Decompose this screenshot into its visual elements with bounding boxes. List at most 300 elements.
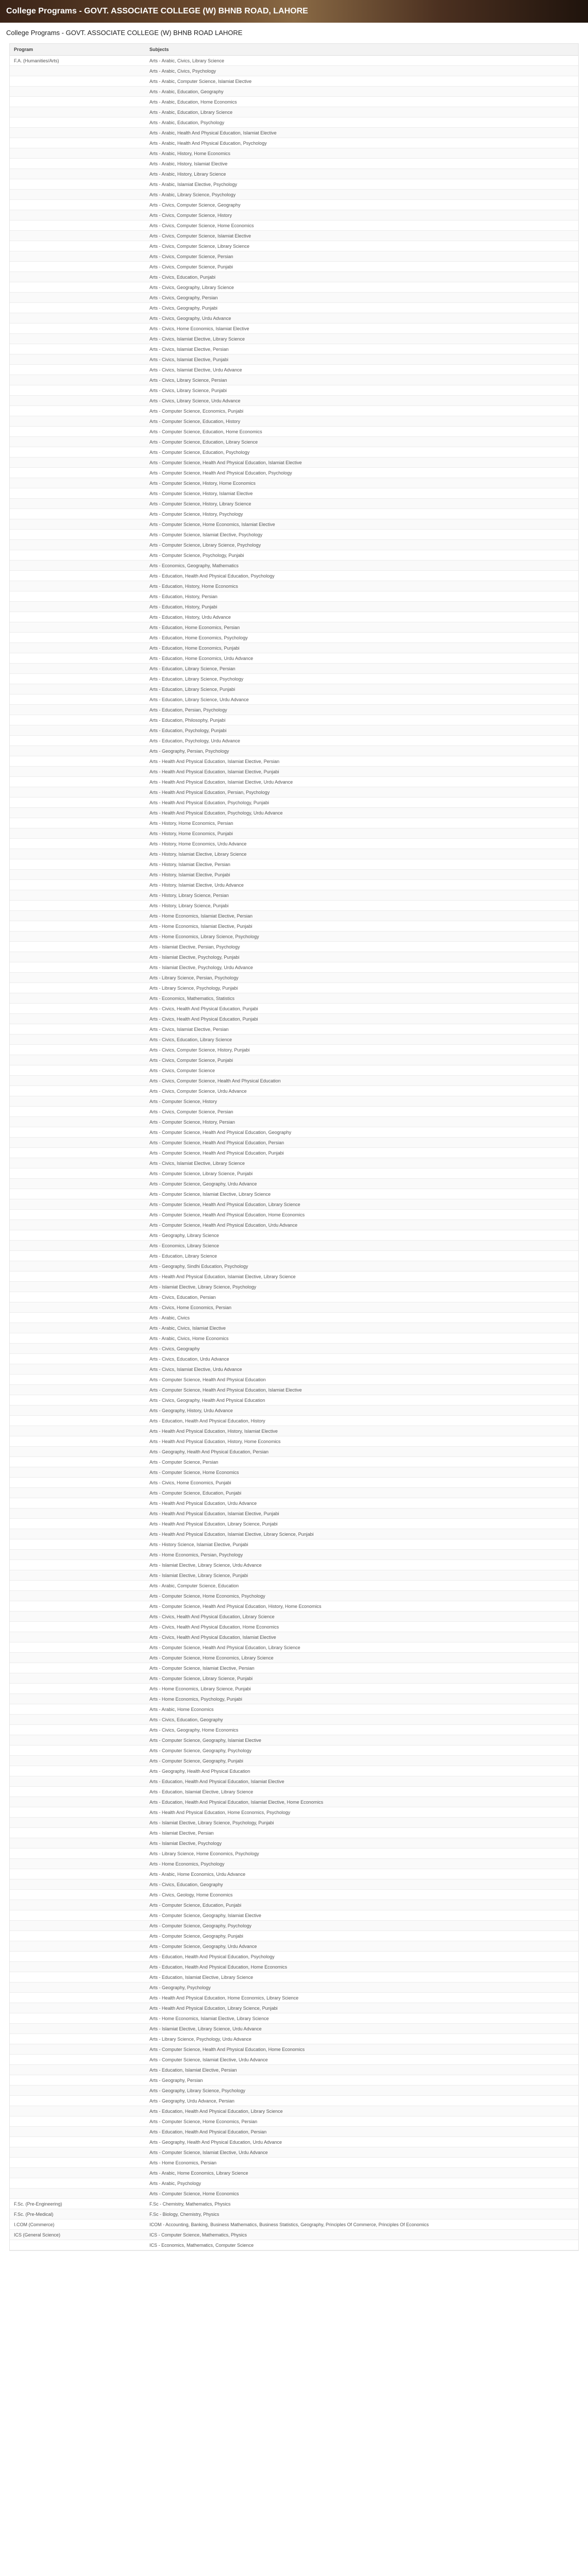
subjects-cell: Arts - History, Home Economics, Urdu Advance	[145, 839, 578, 849]
subjects-cell: Arts - Home Economics, Library Science, Psychology	[145, 931, 578, 942]
table-row	[10, 1642, 578, 1653]
subjects-cell: Arts - Arabic, Education, Geography	[145, 87, 578, 97]
table-row	[10, 530, 578, 540]
subjects-cell: Arts - Arabic, Home Economics, Library Science	[145, 2168, 578, 2178]
program-cell	[10, 1653, 145, 1663]
program-cell	[10, 406, 145, 416]
table-row	[10, 2127, 578, 2137]
program-cell	[10, 1272, 145, 1282]
subjects-cell: Arts - Civics, Education, Punjabi	[145, 272, 578, 282]
subjects-cell: Arts - Computer Science, Education, History	[145, 416, 578, 427]
subjects-cell: Arts - Civics, Geography, Health And Physical Education	[145, 1395, 578, 1405]
table-row	[10, 478, 578, 488]
table-row	[10, 519, 578, 530]
program-cell	[10, 931, 145, 942]
table-row	[10, 1859, 578, 1869]
program-cell	[10, 530, 145, 540]
subheader-text: College Programs - GOVT. ASSOCIATE COLLEGE (W) BHNB ROAD LAHORE	[6, 29, 243, 37]
subjects-cell: Arts - Computer Science, Education, Punjabi	[145, 1900, 578, 1910]
table-row	[10, 921, 578, 931]
table-row	[10, 272, 578, 282]
subjects-cell: Arts - Islamiat Elective, Psychology	[145, 1838, 578, 1849]
table-row	[10, 1550, 578, 1560]
program-cell	[10, 993, 145, 1004]
table-row	[10, 1086, 578, 1096]
table-row	[10, 169, 578, 179]
table-row	[10, 2096, 578, 2106]
table-row	[10, 1622, 578, 1632]
subjects-cell: Arts - Computer Science, Psychology, Punjabi	[145, 550, 578, 561]
table-row	[10, 107, 578, 117]
subjects-cell: Arts - Computer Science, Islamiat Elective, Library Science	[145, 1189, 578, 1199]
program-cell	[10, 1292, 145, 1302]
program-cell	[10, 1138, 145, 1148]
table-row	[10, 1962, 578, 1972]
program-cell: ICS (General Science)	[10, 2230, 145, 2240]
program-cell	[10, 1498, 145, 1509]
program-cell	[10, 1735, 145, 1745]
program-cell	[10, 468, 145, 478]
program-cell	[10, 2086, 145, 2096]
table-row	[10, 2024, 578, 2034]
program-cell	[10, 303, 145, 313]
table-row	[10, 365, 578, 375]
subjects-cell: Arts - Education, Library Science, Urdu Advance	[145, 694, 578, 705]
subjects-cell: ICS - Computer Science, Mathematics, Physics	[145, 2230, 578, 2240]
table-row	[10, 2147, 578, 2158]
table-row	[10, 2075, 578, 2086]
table-row	[10, 1292, 578, 1302]
table-row	[10, 210, 578, 221]
subjects-cell: Arts - Civics, Computer Science	[145, 1065, 578, 1076]
program-cell	[10, 1313, 145, 1323]
program-cell	[10, 519, 145, 530]
subjects-cell: F.Sc - Biology, Chemistry, Physics	[145, 2209, 578, 2219]
program-cell	[10, 1354, 145, 1364]
program-cell	[10, 1230, 145, 1241]
subjects-cell: Arts - Health And Physical Education, Islamiat Elective, Urdu Advance	[145, 777, 578, 787]
subjects-cell: Arts - History, Library Science, Punjabi	[145, 901, 578, 911]
program-cell	[10, 2075, 145, 2086]
program-cell	[10, 2055, 145, 2065]
program-cell	[10, 798, 145, 808]
subjects-cell: Arts - Education, Psychology, Punjabi	[145, 725, 578, 736]
table-row	[10, 128, 578, 138]
subjects-cell: Arts - Islamiat Elective, Persian, Psychology	[145, 942, 578, 952]
program-cell	[10, 1879, 145, 1890]
table-row	[10, 1735, 578, 1745]
table-row	[10, 1261, 578, 1272]
subjects-cell: Arts - Computer Science, Education, Home Economics	[145, 427, 578, 437]
program-cell	[10, 1457, 145, 1467]
column-header-subjects: Subjects	[145, 44, 578, 56]
program-cell	[10, 1251, 145, 1261]
subjects-cell: Arts - Computer Science, Home Economics	[145, 2189, 578, 2199]
subjects-cell: Arts - Arabic, Islamiat Elective, Psychology	[145, 179, 578, 190]
table-row	[10, 1323, 578, 1333]
program-cell	[10, 1622, 145, 1632]
table-row	[10, 839, 578, 849]
table-body	[10, 56, 578, 2250]
table-row	[10, 1684, 578, 1694]
subjects-cell: Arts - Library Science, Home Economics, Psychology	[145, 1849, 578, 1859]
program-cell	[10, 602, 145, 612]
program-cell	[10, 1539, 145, 1550]
subjects-cell: Arts - History, Islamiat Elective, Urdu Advance	[145, 880, 578, 890]
subjects-cell: Arts - Education, Health And Physical Education, Home Economics	[145, 1962, 578, 1972]
table-row	[10, 1663, 578, 1673]
table-row	[10, 1828, 578, 1838]
table-row	[10, 1756, 578, 1766]
table-row	[10, 334, 578, 344]
program-cell	[10, 1993, 145, 2003]
program-cell	[10, 880, 145, 890]
table-row	[10, 643, 578, 653]
table-row	[10, 200, 578, 210]
subjects-cell: Arts - Computer Science, Islamiat Elective, Urdu Advance	[145, 2055, 578, 2065]
subjects-cell: Arts - Arabic, History, Home Economics	[145, 148, 578, 159]
table-row	[10, 1570, 578, 1581]
programs-table	[10, 44, 578, 2250]
table-row	[10, 2116, 578, 2127]
subjects-cell: Arts - Geography, Persian	[145, 2075, 578, 2086]
table-row	[10, 1107, 578, 1117]
subjects-cell: Arts - Education, Philosophy, Punjabi	[145, 715, 578, 725]
table-row	[10, 581, 578, 591]
table-row	[10, 159, 578, 169]
subjects-cell: Arts - Geography, Psychology	[145, 1982, 578, 1993]
table-row	[10, 447, 578, 457]
subjects-cell: Arts - Islamiat Elective, Library Science, Punjabi	[145, 1570, 578, 1581]
program-cell	[10, 828, 145, 839]
program-cell	[10, 1725, 145, 1735]
table-row	[10, 798, 578, 808]
program-cell	[10, 251, 145, 262]
subjects-cell: Arts - Islamiat Elective, Library Science, Urdu Advance	[145, 2024, 578, 2034]
subjects-cell: Arts - Computer Science, Health And Physical Education, Urdu Advance	[145, 1220, 578, 1230]
program-cell	[10, 1076, 145, 1086]
subjects-cell: Arts - Education, Islamiat Elective, Library Science	[145, 1787, 578, 1797]
subjects-cell: Arts - Home Economics, Islamiat Elective, Punjabi	[145, 921, 578, 931]
program-cell	[10, 1745, 145, 1756]
program-cell	[10, 128, 145, 138]
program-cell: F.A. (Humanities/Arts)	[10, 56, 145, 66]
subjects-cell: Arts - Education, History, Punjabi	[145, 602, 578, 612]
program-cell	[10, 983, 145, 993]
table-row	[10, 1210, 578, 1220]
table-row	[10, 1416, 578, 1426]
program-cell	[10, 1179, 145, 1189]
table-row	[10, 385, 578, 396]
program-cell	[10, 87, 145, 97]
subjects-cell: Arts - Civics, Education, Persian	[145, 1292, 578, 1302]
subjects-cell: Arts - Civics, Education, Geography	[145, 1879, 578, 1890]
table-row	[10, 1024, 578, 1035]
program-cell	[10, 550, 145, 561]
subjects-cell: Arts - Computer Science, Geography, Psychology	[145, 1745, 578, 1756]
table-row	[10, 354, 578, 365]
table-row	[10, 1900, 578, 1910]
program-cell	[10, 1972, 145, 1982]
subjects-cell: Arts - Education, Health And Physical Education, Islamiat Elective, Home Economics	[145, 1797, 578, 1807]
subjects-cell: Arts - Computer Science, History	[145, 1096, 578, 1107]
program-cell	[10, 509, 145, 519]
subjects-cell: Arts - Arabic, Home Economics, Urdu Advance	[145, 1869, 578, 1879]
table-row	[10, 859, 578, 870]
table-row	[10, 1065, 578, 1076]
table-row	[10, 1725, 578, 1735]
subjects-cell: Arts - Computer Science, Health And Physical Education, Islamiat Elective	[145, 1385, 578, 1395]
program-cell	[10, 725, 145, 736]
table-row	[10, 1509, 578, 1519]
program-cell	[10, 1065, 145, 1076]
program-cell	[10, 190, 145, 200]
subjects-cell: Arts - Computer Science, Home Economics, Library Science	[145, 1653, 578, 1663]
program-cell	[10, 1323, 145, 1333]
program-cell	[10, 117, 145, 128]
subjects-cell: Arts - Education, History, Persian	[145, 591, 578, 602]
subjects-cell: ICS - Economics, Mathematics, Computer Science	[145, 2240, 578, 2250]
program-cell	[10, 1828, 145, 1838]
table-row	[10, 828, 578, 839]
subjects-cell: Arts - History, Islamiat Elective, Persian	[145, 859, 578, 870]
table-row	[10, 1581, 578, 1591]
program-cell	[10, 1612, 145, 1622]
table-row	[10, 2055, 578, 2065]
program-cell	[10, 1550, 145, 1560]
table-row	[10, 1498, 578, 1509]
table-row	[10, 942, 578, 952]
program-cell	[10, 488, 145, 499]
program-cell	[10, 427, 145, 437]
program-cell	[10, 1210, 145, 1220]
program-cell	[10, 571, 145, 581]
table-row	[10, 1189, 578, 1199]
subjects-cell: Arts - Education, Home Economics, Urdu Advance	[145, 653, 578, 664]
table-row	[10, 2178, 578, 2189]
subjects-cell: Arts - Computer Science, Health And Physical Education, Islamiat Elective	[145, 457, 578, 468]
subjects-cell: Arts - Arabic, History, Library Science	[145, 169, 578, 179]
subjects-cell: Arts - Education, History, Home Economics	[145, 581, 578, 591]
program-cell	[10, 293, 145, 303]
table-row	[10, 324, 578, 334]
table-row	[10, 1766, 578, 1776]
program-cell	[10, 1478, 145, 1488]
table-row	[10, 1117, 578, 1127]
program-cell	[10, 1148, 145, 1158]
table-row	[10, 1807, 578, 1818]
program-cell	[10, 746, 145, 756]
subjects-cell: Arts - Health And Physical Education, Psychology, Urdu Advance	[145, 808, 578, 818]
table-row	[10, 2240, 578, 2250]
table-row	[10, 87, 578, 97]
table-row	[10, 1014, 578, 1024]
program-cell	[10, 777, 145, 787]
table-row	[10, 499, 578, 509]
table-row	[10, 756, 578, 767]
table-row	[10, 1890, 578, 1900]
program-cell	[10, 344, 145, 354]
subjects-cell: Arts - Computer Science, Library Science, Punjabi	[145, 1673, 578, 1684]
subjects-cell: Arts - Computer Science, Health And Physical Education, Library Science	[145, 1199, 578, 1210]
program-cell	[10, 1375, 145, 1385]
program-cell	[10, 694, 145, 705]
subjects-cell: Arts - Arabic, Civics, Islamiat Elective	[145, 1323, 578, 1333]
table-row	[10, 725, 578, 736]
program-cell	[10, 478, 145, 488]
program-cell	[10, 1416, 145, 1426]
table-row	[10, 1941, 578, 1952]
table-row	[10, 983, 578, 993]
subjects-cell: Arts - Civics, Education, Geography	[145, 1715, 578, 1725]
program-cell	[10, 221, 145, 231]
program-cell	[10, 1900, 145, 1910]
subjects-cell: Arts - Education, Health And Physical Education, Library Science	[145, 2106, 578, 2116]
subjects-cell: Arts - Islamiat Elective, Persian	[145, 1828, 578, 1838]
subjects-cell: Arts - Civics, Computer Science, Punjabi	[145, 262, 578, 272]
subjects-cell: Arts - Home Economics, Islamiat Elective, Persian	[145, 911, 578, 921]
subjects-cell: Arts - Civics, Computer Science, Home Economics	[145, 221, 578, 231]
table-row	[10, 1869, 578, 1879]
table-row	[10, 231, 578, 241]
program-cell	[10, 437, 145, 447]
program-cell	[10, 1220, 145, 1230]
table-row	[10, 2086, 578, 2096]
subjects-cell: Arts - Health And Physical Education, Library Science, Punjabi	[145, 1519, 578, 1529]
table-row	[10, 1272, 578, 1282]
table-row	[10, 1055, 578, 1065]
subjects-cell: Arts - Education, Home Economics, Psychology	[145, 633, 578, 643]
subjects-cell: Arts - Computer Science, Education, Punjabi	[145, 1488, 578, 1498]
table-row	[10, 1632, 578, 1642]
program-cell	[10, 622, 145, 633]
table-row	[10, 221, 578, 231]
table-row	[10, 282, 578, 293]
program-cell	[10, 1302, 145, 1313]
program-cell	[10, 262, 145, 272]
subjects-cell: Arts - Islamiat Elective, Psychology, Punjabi	[145, 952, 578, 962]
subjects-cell: Arts - Health And Physical Education, History, Home Economics	[145, 1436, 578, 1447]
program-cell	[10, 911, 145, 921]
program-cell	[10, 921, 145, 931]
table-row	[10, 293, 578, 303]
table-row	[10, 1612, 578, 1622]
subjects-cell: Arts - Civics, Computer Science, History, Punjabi	[145, 1045, 578, 1055]
subjects-cell: Arts - Computer Science, Geography, Punjabi	[145, 1756, 578, 1766]
program-cell	[10, 1756, 145, 1766]
subjects-cell: Arts - Civics, Library Science, Punjabi	[145, 385, 578, 396]
subjects-cell: Arts - Civics, Computer Science, Persian	[145, 1107, 578, 1117]
program-cell	[10, 447, 145, 457]
program-cell	[10, 169, 145, 179]
program-cell	[10, 1632, 145, 1642]
program-cell	[10, 1436, 145, 1447]
program-cell	[10, 2044, 145, 2055]
subjects-cell: Arts - Arabic, Civics, Home Economics	[145, 1333, 578, 1344]
table-row	[10, 1694, 578, 1704]
table-row	[10, 571, 578, 581]
program-cell	[10, 756, 145, 767]
subjects-cell: Arts - Islamiat Elective, Library Science, Psychology, Punjabi	[145, 1818, 578, 1828]
table-row	[10, 1436, 578, 1447]
program-cell	[10, 1333, 145, 1344]
subjects-cell: Arts - Arabic, Education, Library Science	[145, 107, 578, 117]
program-cell	[10, 1941, 145, 1952]
table-row	[10, 674, 578, 684]
program-cell	[10, 952, 145, 962]
subjects-cell: Arts - Education, Library Science	[145, 1251, 578, 1261]
table-row	[10, 890, 578, 901]
subjects-cell: Arts - Civics, Computer Science, Punjabi	[145, 1055, 578, 1065]
program-cell	[10, 272, 145, 282]
subjects-cell: Arts - Computer Science, Health And Physical Education, Persian	[145, 1138, 578, 1148]
table-row	[10, 561, 578, 571]
subjects-cell: Arts - Health And Physical Education, Islamiat Elective, Punjabi	[145, 1509, 578, 1519]
program-cell	[10, 1684, 145, 1694]
table-row	[10, 1982, 578, 1993]
subjects-cell: Arts - Computer Science, Home Economics, Psychology	[145, 1591, 578, 1601]
table-row	[10, 1539, 578, 1550]
program-cell	[10, 457, 145, 468]
program-cell	[10, 1261, 145, 1272]
program-cell	[10, 839, 145, 849]
program-cell	[10, 241, 145, 251]
table-row	[10, 1921, 578, 1931]
subjects-cell: Arts - Health And Physical Education, Psychology, Punjabi	[145, 798, 578, 808]
subjects-cell: Arts - Civics, Computer Science, Library Science	[145, 241, 578, 251]
program-cell	[10, 2034, 145, 2044]
program-cell	[10, 2158, 145, 2168]
table-row	[10, 787, 578, 798]
program-cell	[10, 396, 145, 406]
table-row	[10, 602, 578, 612]
program-cell	[10, 715, 145, 725]
program-cell	[10, 2003, 145, 2013]
program-cell	[10, 1096, 145, 1107]
program-cell	[10, 1591, 145, 1601]
subjects-cell: Arts - Computer Science, History, Library Science	[145, 499, 578, 509]
table-row	[10, 1045, 578, 1055]
table-row	[10, 1457, 578, 1467]
table-header-row	[10, 44, 578, 56]
subjects-cell: Arts - Arabic, Health And Physical Education, Psychology	[145, 138, 578, 148]
subjects-cell: Arts - Islamiat Elective, Library Science, Urdu Advance	[145, 1560, 578, 1570]
subjects-cell: Arts - Computer Science, History, Home Economics	[145, 478, 578, 488]
program-cell	[10, 1405, 145, 1416]
subjects-cell: Arts - History, Home Economics, Punjabi	[145, 828, 578, 839]
table-row	[10, 694, 578, 705]
subjects-cell: Arts - Education, Health And Physical Education, Psychology	[145, 1952, 578, 1962]
table-row	[10, 1488, 578, 1498]
subjects-cell: Arts - Arabic, Home Economics	[145, 1704, 578, 1715]
subjects-cell: Arts - Civics, Islamiat Elective, Persian	[145, 1024, 578, 1035]
program-cell	[10, 808, 145, 818]
program-cell	[10, 1282, 145, 1292]
table-row	[10, 1168, 578, 1179]
subjects-cell: Arts - Civics, Geography	[145, 1344, 578, 1354]
program-cell	[10, 1838, 145, 1849]
subjects-cell: Arts - Health And Physical Education, Islamiat Elective, Persian	[145, 756, 578, 767]
subjects-cell: Arts - Geography, Library Science, Psychology	[145, 2086, 578, 2096]
table-row	[10, 1478, 578, 1488]
subjects-cell: Arts - Islamiat Elective, Psychology, Urdu Advance	[145, 962, 578, 973]
table-row	[10, 117, 578, 128]
program-cell	[10, 1910, 145, 1921]
table-row	[10, 1004, 578, 1014]
program-cell	[10, 1694, 145, 1704]
table-row	[10, 777, 578, 787]
program-cell	[10, 962, 145, 973]
